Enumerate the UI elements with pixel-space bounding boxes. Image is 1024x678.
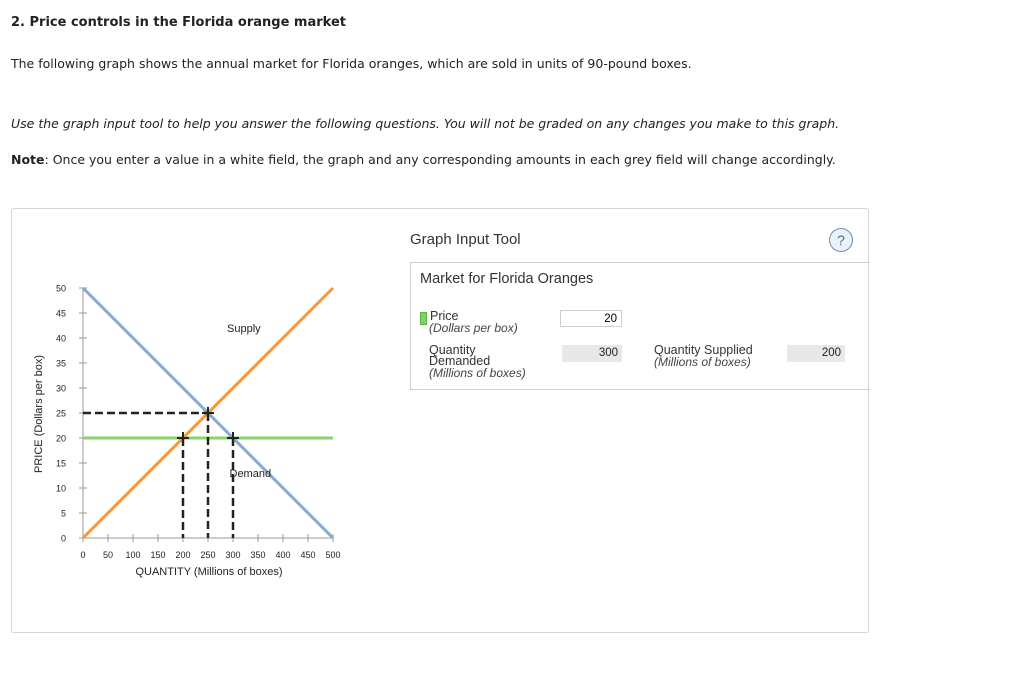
x-tick-label: 400 xyxy=(275,550,291,560)
x-tick-label: 450 xyxy=(300,550,316,560)
y-tick-label: 35 xyxy=(55,358,66,369)
qs-unit: (Millions of boxes) xyxy=(654,355,751,369)
y-axis-title: PRICE (Dollars per box) xyxy=(33,355,45,473)
price-unit: (Dollars per box) xyxy=(429,321,518,335)
qd-unit: (Millions of boxes) xyxy=(429,366,526,380)
y-tick-label: 0 xyxy=(60,533,66,544)
x-tick-label: 50 xyxy=(102,550,114,560)
instructions-text: Use the graph input tool to help you answer the following questions. You will not be graded on any changes you make to this graph. xyxy=(11,116,840,131)
x-tick-label: 100 xyxy=(125,550,141,560)
question-heading: 2. Price controls in the Florida orange market xyxy=(11,15,346,30)
y-tick-label: 25 xyxy=(55,408,66,419)
note-label: Note xyxy=(11,152,45,167)
price-swatch-icon xyxy=(420,312,427,325)
y-tick-label: 40 xyxy=(55,333,66,344)
market-title: Market for Florida Oranges xyxy=(420,271,594,287)
y-tick-label: 30 xyxy=(55,383,66,394)
intro-text: The following graph shows the annual market for Florida oranges, which are sold in units of 90-pound boxes. xyxy=(11,56,692,71)
qs-label: Quantity Supplied xyxy=(654,343,753,357)
x-axis-title: QUANTITY (Millions of boxes) xyxy=(135,566,283,578)
x-tick-label: 0 xyxy=(80,550,86,560)
y-tick-label: 20 xyxy=(55,433,66,444)
price-label: Price xyxy=(430,309,459,323)
x-tick-label: 250 xyxy=(200,550,216,560)
y-tick-label: 45 xyxy=(55,308,66,319)
x-tick-label: 500 xyxy=(325,550,341,560)
price-input[interactable] xyxy=(560,310,622,327)
y-tick-label: 50 xyxy=(55,283,66,294)
demand-label: Demand xyxy=(229,468,272,480)
x-tick-label: 150 xyxy=(150,550,166,560)
y-tick-label: 10 xyxy=(55,483,66,494)
quantity-supplied-value: 200 xyxy=(787,345,845,362)
supply-label: Supply xyxy=(227,323,261,335)
note-text xyxy=(11,152,836,167)
y-tick-label: 5 xyxy=(60,508,66,519)
x-tick-label: 300 xyxy=(225,550,241,560)
market-chart[interactable] xyxy=(12,274,392,594)
note-body: : Once you enter a value in a white field, the graph and any corresponding amounts in each grey field will change accordingly. xyxy=(44,152,836,167)
help-icon[interactable]: ? xyxy=(829,228,853,252)
qd-label-line1: Quantity xyxy=(429,343,476,357)
graph-input-tool-title: Graph Input Tool xyxy=(410,231,521,248)
x-tick-label: 200 xyxy=(175,550,191,560)
quantity-demanded-value: 300 xyxy=(562,345,622,362)
y-tick-label: 15 xyxy=(55,458,66,469)
x-tick-label: 350 xyxy=(250,550,266,560)
qd-label-line2: Demanded xyxy=(429,354,491,368)
